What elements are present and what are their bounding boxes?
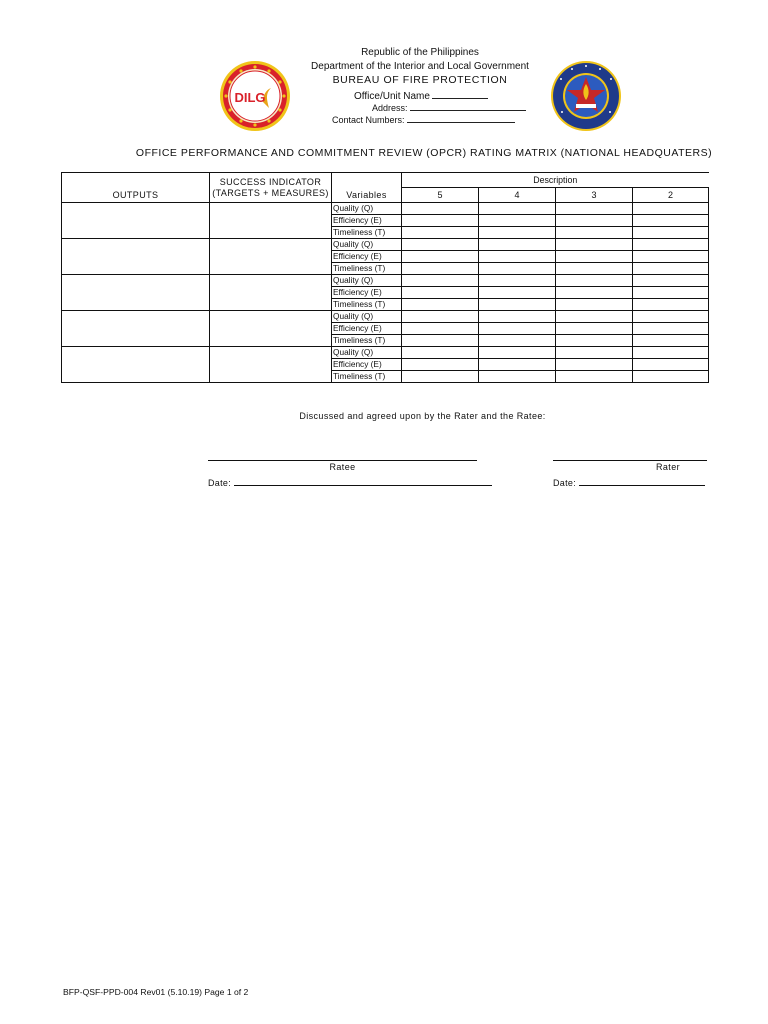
address-blank[interactable] [410,101,526,111]
dilg-logo-text: DILG [234,90,266,105]
rating-cell[interactable] [402,359,479,371]
variable-quality: Quality (Q) [332,203,402,215]
variable-efficiency: Efficiency (E) [332,359,402,371]
rating-cell[interactable] [402,275,479,287]
description-header: Description [402,173,709,188]
rating-cell[interactable] [479,311,556,323]
variable-quality: Quality (Q) [332,275,402,287]
rating-cell[interactable] [633,371,709,383]
rating-cell[interactable] [633,323,709,335]
rating-cell[interactable] [633,227,709,239]
outputs-header: OUTPUTS [62,173,210,203]
rating-cell[interactable] [633,347,709,359]
header-department: Department of the Interior and Local Government [311,61,529,72]
variable-timeliness: Timeliness (T) [332,371,402,383]
rating-cell[interactable] [402,251,479,263]
variable-quality: Quality (Q) [332,347,402,359]
table-row [62,311,709,323]
contact-numbers-field[interactable] [332,113,515,126]
rating-cell[interactable] [479,323,556,335]
rater-date-label: Date: [553,478,577,488]
rating-cell[interactable] [402,239,479,251]
rating-cell[interactable] [633,251,709,263]
rating-cell[interactable] [479,299,556,311]
agreement-statement: Discussed and agreed upon by the Rater and the Ratee: [299,411,546,421]
success-indicator-cell[interactable] [210,311,332,347]
table-row [62,203,709,215]
success-indicator-header [210,173,332,203]
variable-efficiency: Efficiency (E) [332,287,402,299]
output-cell[interactable] [62,347,210,383]
variable-quality: Quality (Q) [332,311,402,323]
rating-cell[interactable] [556,227,633,239]
rating-cell[interactable] [479,275,556,287]
rating-cell[interactable] [556,347,633,359]
variable-timeliness: Timeliness (T) [332,299,402,311]
rating-cell[interactable] [479,227,556,239]
variable-efficiency: Efficiency (E) [332,323,402,335]
output-cell[interactable] [62,239,210,275]
rating-cell[interactable] [633,287,709,299]
rating-cell[interactable] [556,323,633,335]
rating-cell[interactable] [479,215,556,227]
rating-cell[interactable] [479,335,556,347]
rating-cell[interactable] [556,287,633,299]
rating-cell[interactable] [402,335,479,347]
rating-cell[interactable] [633,203,709,215]
rating-cell[interactable] [402,311,479,323]
rating-cell[interactable] [556,251,633,263]
header-bureau: BUREAU OF FIRE PROTECTION [332,74,508,86]
rating-cell[interactable] [633,215,709,227]
rating-cell[interactable] [556,299,633,311]
contact-numbers-label: Contact Numbers: [332,115,405,125]
ratee-label: Ratee [329,462,356,472]
rater-signature-line[interactable] [553,460,707,461]
output-cell[interactable] [62,203,210,239]
success-indicator-cell[interactable] [210,239,332,275]
output-cell[interactable] [62,275,210,311]
rating-cell[interactable] [402,299,479,311]
table-row [62,275,709,287]
rating-cell[interactable] [479,359,556,371]
rating-cell[interactable] [479,263,556,275]
rating-cell[interactable] [556,263,633,275]
contact-numbers-blank[interactable] [407,113,515,123]
rating-table [61,172,709,383]
rater-label: Rater [656,462,681,472]
ratee-date-blank[interactable] [234,476,492,486]
header-government: Republic of the Philippines [361,47,479,58]
rating-cell[interactable] [479,371,556,383]
rating-cell[interactable] [633,239,709,251]
document-footer-code: BFP-QSF-PPD-004 Rev01 (5.10.19) Page 1 of 2 [63,987,249,997]
office-unit-label: Office/Unit Name [354,91,430,102]
rater-date-blank[interactable] [579,476,705,486]
table-row [62,239,709,251]
rating-cell[interactable] [402,203,479,215]
rating-cell[interactable] [479,251,556,263]
rating-cell[interactable] [556,311,633,323]
success-indicator-cell[interactable] [210,275,332,311]
table-row [62,347,709,359]
rating-table-body [62,203,709,383]
rating-cell[interactable] [556,371,633,383]
rating-5-header: 5 [402,188,479,203]
output-cell[interactable] [62,311,210,347]
success-indicator-cell[interactable] [210,347,332,383]
rating-cell[interactable] [402,347,479,359]
rating-cell[interactable] [633,311,709,323]
opcr-rating-matrix [61,172,709,383]
rating-cell[interactable] [402,263,479,275]
variable-timeliness: Timeliness (T) [332,263,402,275]
success-indicator-cell[interactable] [210,203,332,239]
variables-header: Variables [332,173,402,203]
rating-cell[interactable] [633,275,709,287]
rating-cell[interactable] [556,203,633,215]
variable-timeliness: Timeliness (T) [332,335,402,347]
rating-cell[interactable] [479,239,556,251]
rating-cell[interactable] [402,323,479,335]
success-indicator-line1: SUCCESS INDICATOR [219,176,322,187]
rating-cell[interactable] [556,275,633,287]
rating-cell[interactable] [402,227,479,239]
rating-cell[interactable] [556,239,633,251]
rating-4-header: 4 [479,188,556,203]
rating-cell[interactable] [633,335,709,347]
rating-cell[interactable] [633,359,709,371]
variable-quality: Quality (Q) [332,239,402,251]
rating-cell[interactable] [633,263,709,275]
rating-cell[interactable] [479,347,556,359]
rating-cell[interactable] [479,287,556,299]
rating-cell[interactable] [556,335,633,347]
ratee-date-label: Date: [208,478,232,488]
rating-cell[interactable] [479,203,556,215]
ratee-signature-line[interactable] [208,460,477,461]
rating-2-header: 2 [633,188,709,203]
rating-cell[interactable] [633,299,709,311]
variable-efficiency: Efficiency (E) [332,215,402,227]
rating-cell[interactable] [556,215,633,227]
rating-cell[interactable] [402,215,479,227]
rating-cell[interactable] [402,371,479,383]
variable-timeliness: Timeliness (T) [332,227,402,239]
success-indicator-line2: (TARGETS + MEASURES) [212,187,329,198]
ratee-date-field[interactable] [208,476,492,488]
office-unit-blank[interactable] [432,89,488,99]
rating-cell[interactable] [556,359,633,371]
rating-3-header: 3 [556,188,633,203]
variable-efficiency: Efficiency (E) [332,251,402,263]
rating-cell[interactable] [402,287,479,299]
document-title: OFFICE PERFORMANCE AND COMMITMENT REVIEW (OPCR) RATING MATRIX (NATIONAL HEADQUATERS) [135,147,713,159]
rater-date-field[interactable] [553,476,705,488]
address-label: Address: [372,103,408,113]
